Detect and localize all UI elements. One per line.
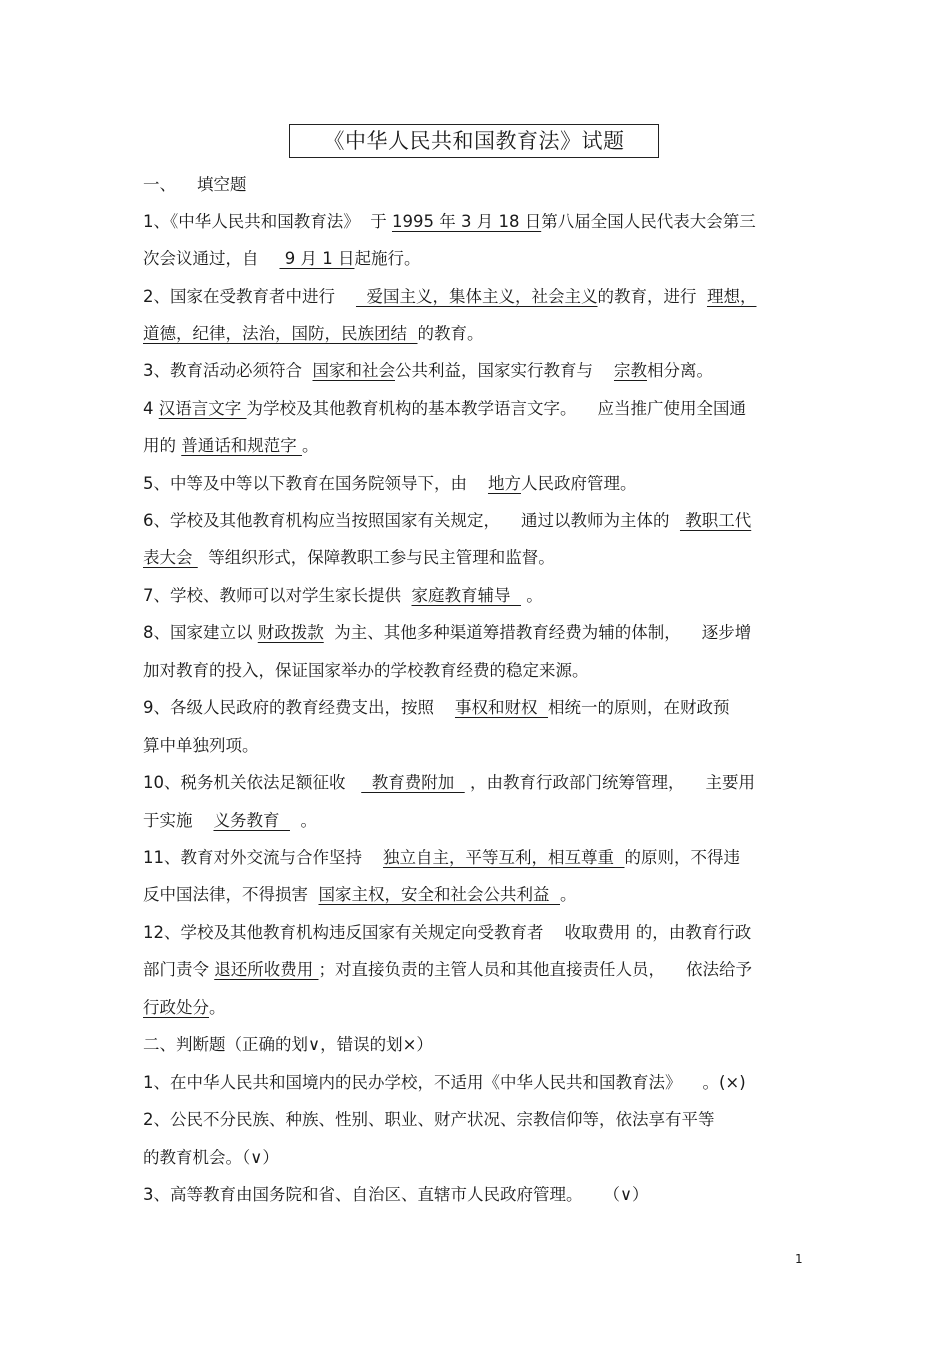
answer-blank: 理想， [706,287,757,306]
text-segment: 人民政府管理。 [520,474,637,493]
text-line [143,323,484,345]
answer-blank: 国家主权，安全和社会公共利益 [318,885,560,904]
text-line [143,585,543,607]
text-segment: 7、学校、教师可以对学生家长提供 [143,586,412,605]
answer-blank: 行政处分 [143,998,209,1017]
text-segment: ，由教育行政部门统筹管理， 主要用 [464,773,755,792]
text-segment: 相分离。 [646,361,713,380]
text-segment: 。 [289,811,317,830]
answer-blank: 地方 [487,474,521,493]
text-segment: 。 [209,998,226,1017]
text-segment: 6、学校及其他教育机构应当按照国家有关规定， 通过以教师为主体的 [143,511,680,530]
text-line [143,248,420,270]
document-title: 《中华人民共和国教育法》试题 [289,124,659,158]
text-segment: 第八届全国人民代表大会第三 [541,212,756,231]
text-segment: 部门责令 [143,960,215,979]
text-line [143,360,713,382]
answer-blank: 义务教育 [213,811,290,830]
answer-blank: 教职工代 [679,511,752,530]
text-line [143,435,319,457]
answer-blank: 家庭教育辅导 [411,586,521,605]
text-segment: 3、高等教育由国务院和省、自治区、直辖市人民政府管理。 （∨） [143,1185,649,1204]
text-line [143,772,755,794]
text-segment: 起施行。 [354,249,421,268]
text-line [143,810,317,832]
text-line [143,1109,715,1131]
answer-blank: 宗教 [613,361,647,380]
text-segment: 相统一的原则，在财政预 [547,698,730,717]
answer-blank: 9 月 1 日 [279,249,355,268]
text-segment: 为主、其他多种渠道筹措教育经费为辅的体制， 逐步增 [323,623,752,642]
text-line [143,473,636,495]
text-segment: 加对教育的投入，保证国家举办的学校教育经费的稳定来源。 [143,661,589,680]
text-segment: 4 [143,399,159,418]
text-segment: 的原则，不得违 [624,848,740,867]
text-line [143,211,756,233]
text-segment: 算中单独列项。 [143,736,259,755]
answer-blank: 道德，纪律，法治，国防，民族团结 [143,324,418,343]
text-segment: 9、各级人民政府的教育经费支出，按照 [143,698,455,717]
text-line [143,697,729,719]
answer-blank: 普通话和规范字 [181,436,302,455]
text-line [143,286,756,308]
text-line [143,174,246,196]
answer-blank: 独立自主，平等互利，相互尊重 [382,848,625,867]
text-line [143,997,226,1019]
text-segment: 。 [560,885,577,904]
text-line [143,884,577,906]
text-line [143,1184,649,1206]
text-line [143,1147,279,1169]
text-segment: 次会议通过，自 [143,249,280,268]
text-segment: 3、教育活动必须符合 [143,361,313,380]
answer-blank: 爱国主义，集体主义，社会主义 [355,287,598,306]
text-segment: 5、中等及中等以下教育在国务院领导下，由 [143,474,488,493]
answer-blank: 财政拨款 [257,623,324,642]
text-line [143,847,740,869]
text-segment: 用的 [143,436,182,455]
text-segment: 为学校及其他教育机构的基本教学语言文字。 应当推广使用全国通 [246,399,746,418]
text-segment: 10、税务机关依法足额征收 [143,773,362,792]
text-line [143,959,752,981]
text-segment: 1、在中华人民共和国境内的民办学校，不适用《中华人民共和国教育法》 。(×) [143,1073,746,1092]
text-segment: 于实施 [143,811,214,830]
text-line [143,660,589,682]
text-line [143,735,259,757]
text-line [143,622,751,644]
text-line [143,922,751,944]
answer-blank: 退还所收费用 [214,960,319,979]
text-segment: ；对直接负责的主管人员和其他直接责任人员， 依法给予 [318,960,752,979]
answer-blank: 国家和社会 [312,361,395,380]
answer-blank: 表大会 [143,548,198,567]
text-segment: 11、教育对外交流与合作坚持 [143,848,383,867]
answer-blank: 汉语言文字 [158,399,247,418]
answer-blank: 1995 年 3 月 18 日 [391,212,542,231]
text-segment: 等组织形式，保障教职工参与民主管理和监督。 [197,548,555,567]
text-segment: 反中国法律，不得损害 [143,885,319,904]
text-line [143,547,555,569]
text-line [143,398,746,420]
text-segment: 二、判断题（正确的划∨，错误的划×） [143,1035,433,1054]
text-line [143,510,751,532]
text-segment: 的教育。 [417,324,484,343]
text-segment: 2、国家在受教育者中进行 [143,287,356,306]
text-segment: 。 [302,436,319,455]
answer-blank: 教育费附加 [361,773,465,792]
text-segment: 8、国家建立以 [143,623,258,642]
text-segment: 的教育，进行 [597,287,707,306]
answer-blank: 事权和财权 [454,698,548,717]
text-segment: 1、《中华人民共和国教育法》 于 [143,212,392,231]
text-segment: 12、学校及其他教育机构违反国家有关规定向受教育者 收取费用 的，由教育行政 [143,923,752,942]
text-segment: 。 [521,586,543,605]
text-segment: 2、公民不分民族、种族、性别、职业、财产状况、宗教信仰等，依法享有平等 [143,1110,715,1129]
page-number: 1 [795,1252,803,1266]
text-segment: 的教育机会。（∨） [143,1148,279,1167]
text-line [143,1034,433,1056]
text-line [143,1072,746,1094]
text-segment: 一、 填空题 [143,175,247,194]
text-segment: 公共利益，国家实行教育与 [395,361,614,380]
